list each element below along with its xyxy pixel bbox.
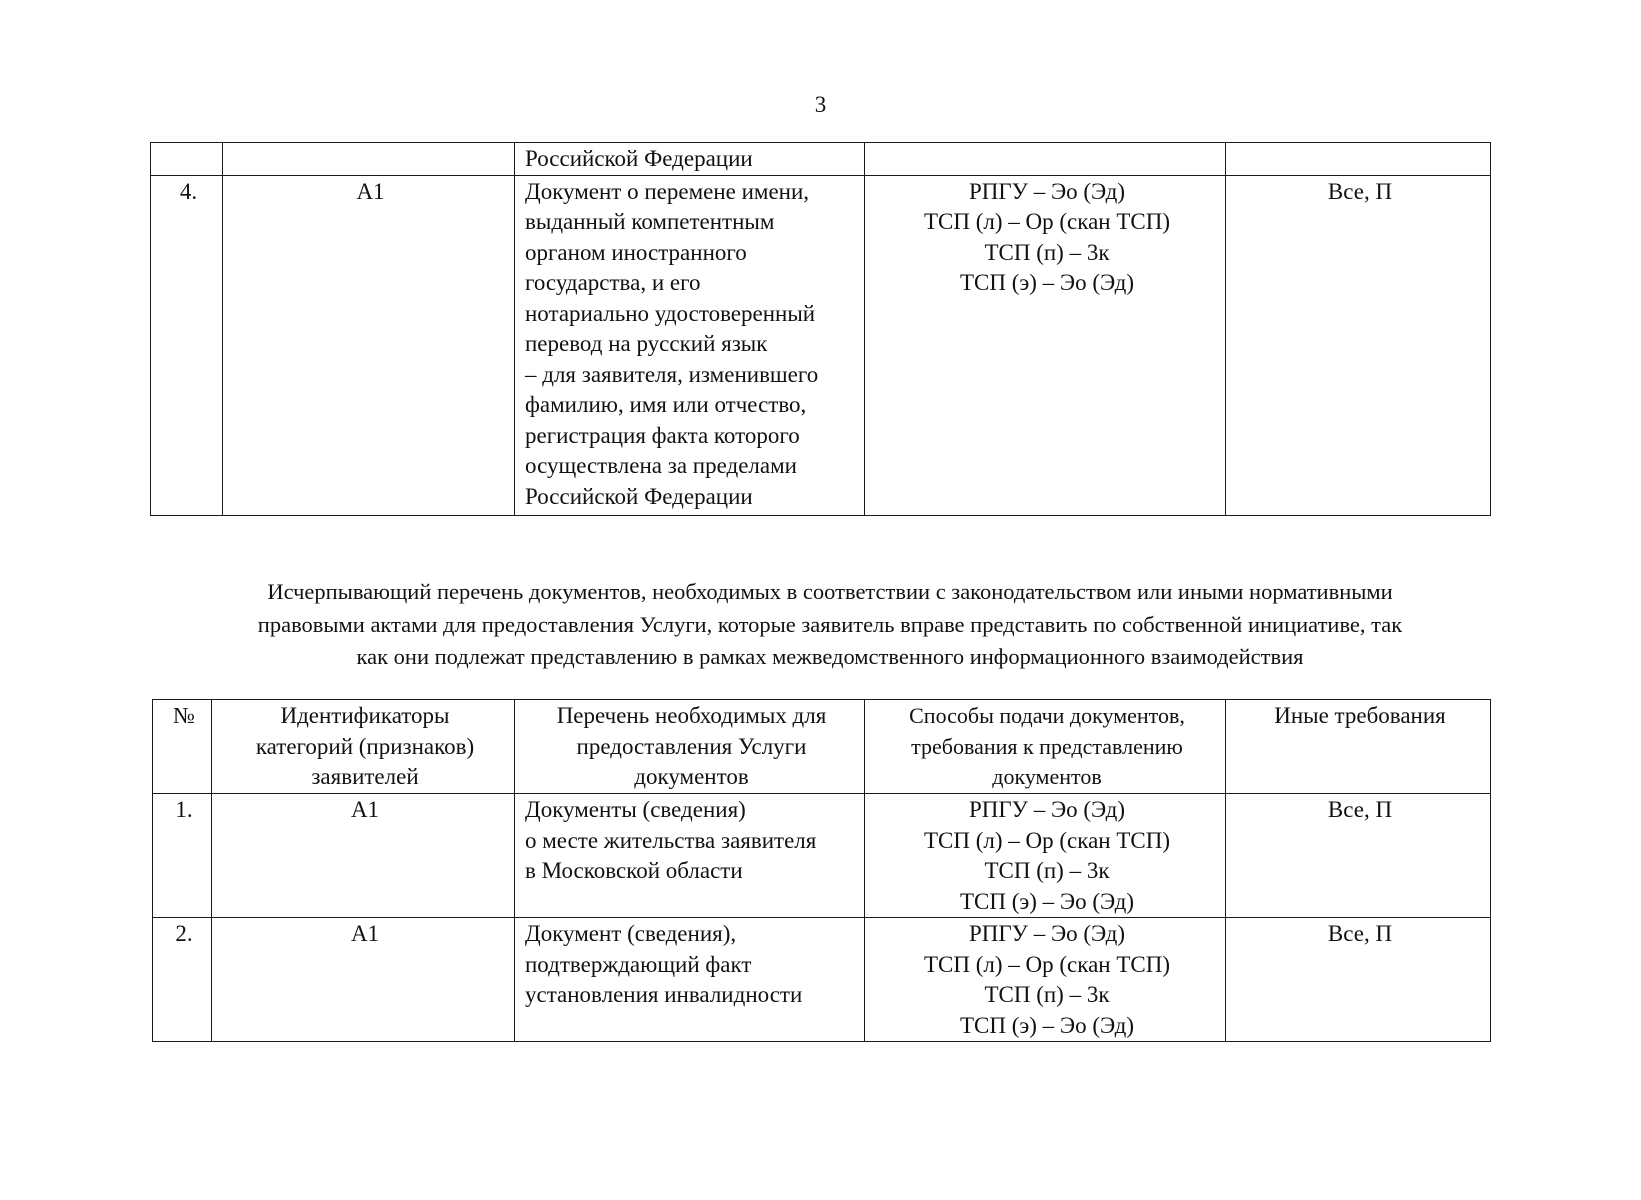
row-number-cell xyxy=(151,143,223,176)
document-line: подтверждающий факт xyxy=(525,951,752,977)
other-requirements-cell: Все, П xyxy=(1226,794,1491,918)
other-requirements-cell xyxy=(1226,143,1491,176)
header-category xyxy=(212,700,515,794)
document-line: в Московской области xyxy=(525,858,743,883)
document-cell xyxy=(515,175,865,515)
document-line: Документы (сведения) xyxy=(525,797,746,822)
section-heading xyxy=(160,576,1500,674)
interagency-documents-table xyxy=(152,699,1491,1042)
methods-cell xyxy=(865,143,1226,176)
table-row xyxy=(151,143,1491,176)
row-number-cell: 2. xyxy=(153,918,212,1042)
header-line: заявителей xyxy=(311,764,419,789)
method-line: ТСП (п) – 3к xyxy=(984,239,1110,265)
method-line: ТСП (л) – Ор (скан ТСП) xyxy=(923,209,1171,234)
table-row xyxy=(151,175,1491,515)
method-line: ТСП (э) – Эо (Эд) xyxy=(959,1012,1134,1038)
methods-cell xyxy=(865,175,1226,515)
header-line: документов xyxy=(992,764,1102,789)
document-line: регистрация факта которого xyxy=(525,422,800,448)
document-line: Российской Федерации xyxy=(525,146,753,171)
document-line: выданный компетентным xyxy=(525,209,775,234)
section-heading-line: правовыми актами для предоставления Услуги, которые заявитель вправе представить по собственной инициативе, так xyxy=(257,611,1403,637)
document-line: осуществлена за пределами xyxy=(525,453,797,478)
method-line: РПГУ – Эо (Эд) xyxy=(968,797,1126,822)
header-other-requirements: Иные требования xyxy=(1226,700,1491,794)
category-cell: А1 xyxy=(212,918,515,1042)
document-line: нотариально удостоверенный xyxy=(525,300,816,326)
page-number: 3 xyxy=(814,92,827,117)
document-line: установления инвалидности xyxy=(525,982,803,1007)
header-number: № xyxy=(153,700,212,794)
method-line: ТСП (п) – 3к xyxy=(984,982,1110,1007)
document-line: Российской Федерации xyxy=(525,483,753,509)
methods-cell xyxy=(865,794,1226,918)
document-line: органом иностранного xyxy=(525,239,747,265)
document-line: Документ о перемене имени, xyxy=(525,178,810,204)
methods-cell xyxy=(865,918,1226,1042)
document-line: государства, и его xyxy=(525,270,701,295)
section-heading-line: Исчерпывающий перечень документов, необходимых в соответствии с законодательством или иными нормативными xyxy=(267,579,1393,604)
row-number-cell: 1. xyxy=(153,794,212,918)
header-line: предоставления Услуги xyxy=(576,733,807,759)
method-line: РПГУ – Эо (Эд) xyxy=(968,178,1126,204)
section-heading-line: как они подлежат представлению в рамках межведомственного информационного взаимодействия xyxy=(356,644,1304,669)
category-cell: А1 xyxy=(223,175,515,515)
document-cell xyxy=(515,794,865,918)
category-cell xyxy=(223,143,515,176)
category-cell: А1 xyxy=(212,794,515,918)
header-line: документов xyxy=(634,764,749,789)
method-line: ТСП (л) – Ор (скан ТСП) xyxy=(923,827,1171,853)
documents-table-continued xyxy=(150,142,1491,516)
method-line: ТСП (э) – Эо (Эд) xyxy=(959,888,1134,914)
method-line: ТСП (п) – 3к xyxy=(984,858,1110,883)
document-cell xyxy=(515,143,865,176)
header-line: Перечень необходимых для xyxy=(556,703,827,728)
document-cell xyxy=(515,918,865,1042)
table-row xyxy=(153,918,1491,1042)
document-line: о месте жительства заявителя xyxy=(525,827,817,853)
row-number-cell: 4. xyxy=(151,175,223,515)
method-line: ТСП (л) – Ор (скан ТСП) xyxy=(923,951,1171,977)
other-requirements-cell: Все, П xyxy=(1226,918,1491,1042)
document-line: перевод на русский язык xyxy=(525,331,768,356)
table-header-row xyxy=(153,700,1491,794)
method-line: РПГУ – Эо (Эд) xyxy=(968,921,1126,946)
table-row xyxy=(153,794,1491,918)
header-methods xyxy=(865,700,1226,794)
header-line: категорий (признаков) xyxy=(255,733,475,759)
method-line: ТСП (э) – Эо (Эд) xyxy=(959,270,1134,295)
other-requirements-cell: Все, П xyxy=(1226,175,1491,515)
document-line: Документ (сведения), xyxy=(525,921,737,946)
header-line: требования к представлению xyxy=(911,733,1183,759)
header-line: Способы подачи документов, xyxy=(909,703,1185,728)
document-line: – для заявителя, изменившего xyxy=(525,361,819,387)
header-line: Идентификаторы xyxy=(280,703,450,728)
header-documents xyxy=(515,700,865,794)
document-line: фамилию, имя или отчество, xyxy=(525,392,807,417)
